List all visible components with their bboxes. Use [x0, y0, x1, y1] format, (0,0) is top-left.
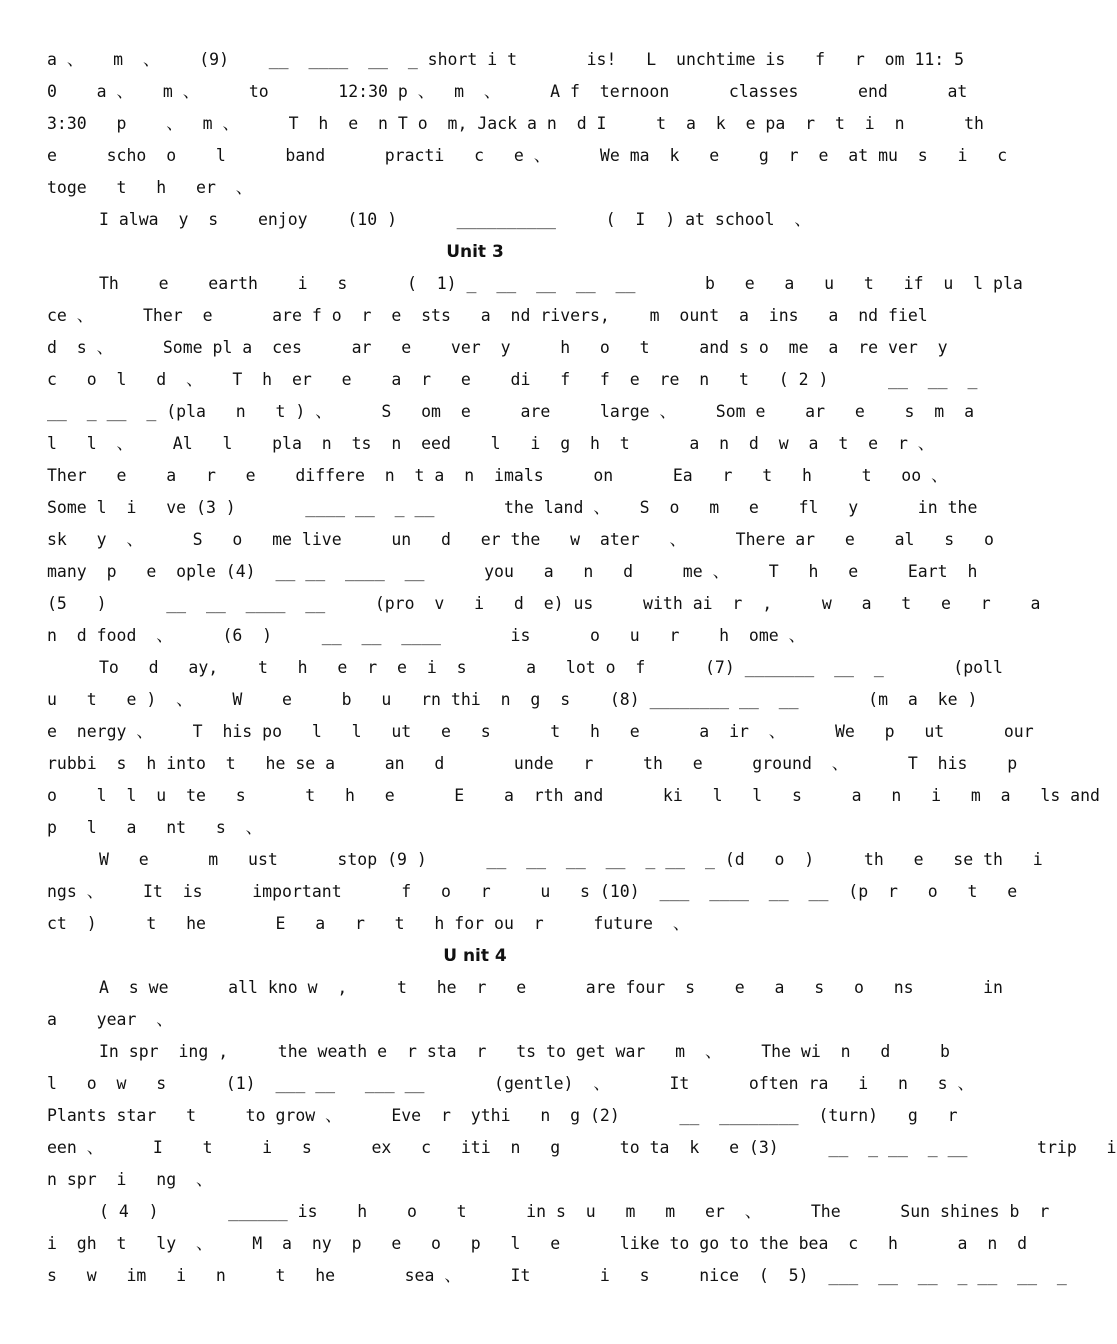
text-line: Plants star t to grow 、 Eve r ythi n g (2) __ ________ (turn) g r	[47, 1106, 958, 1125]
text-line: Th e earth i s ( 1) _ __ __ __ __ b e a u t if u l pla	[99, 274, 1023, 293]
worksheet-page	[47, 44, 1117, 1292]
text-line: o l l u te s t h e E a rth and ki l l s a n i m a ls and	[47, 786, 1100, 805]
text-line: W e m ust stop (9 ) __ __ __ __ _ __ _ (d o ) th e se th i	[99, 850, 1043, 869]
text-line: To d ay, t h e r e i s a lot o f (7) _______ __ _ (poll	[99, 658, 1003, 677]
text-line: s w im i n t he sea 、 It i s nice ( 5) ___ __ __ _ __ __ _	[47, 1266, 1067, 1285]
text-line: c o l d 、 T h er e a r e di f f e re n t ( 2 ) __ __ _	[47, 370, 978, 389]
text-line: n spr i ng 、	[47, 1170, 213, 1189]
text-line: ( 4 ) ______ is h o t in s u m m er 、 The Sun shines b r	[99, 1202, 1050, 1221]
text-line: I alwa y s enjoy (10 ) __________ ( I ) at school 、	[99, 210, 811, 229]
text-line: ce 、 Ther e are f o r e sts a nd rivers, m ount a ins a nd fiel	[47, 306, 928, 325]
text-line: (5 ) __ __ ____ __ (pro v i d e) us with ai r , w a t e r a	[47, 594, 1041, 613]
text-line: many p e ople (4) __ __ ____ __ you a n d me 、 T h e Eart h	[47, 562, 978, 581]
text-line: d s 、 Some pl a ces ar e ver y h o t and s o me a re ver y	[47, 338, 948, 357]
text-line: In spr ing , the weath e r sta r ts to get war m 、 The wi n d b	[99, 1042, 950, 1061]
text-line: l o w s (1) ___ __ ___ __ (gentle) 、 It often ra i n s 、	[47, 1074, 975, 1093]
text-line: e nergy 、 T his po l l ut e s t h e a ir 、 We p ut our	[47, 722, 1034, 741]
text-line: e scho o l band practi c e 、 We ma k e g r e at mu s i c	[47, 146, 1008, 165]
text-line: 0 a 、 m 、 to 12:30 p 、 m 、 A f ternoon classes end at	[47, 82, 968, 101]
text-line: l l 、 Al l pla n ts n eed l i g h t a n d w a t e r 、	[47, 434, 935, 453]
text-line: n d food 、 (6 ) __ __ ____ is o u r h ome 、	[47, 626, 806, 645]
text-line: u t e ) 、 W e b u rn thi n g s (8) ________ __ __ (m a ke )	[47, 690, 978, 709]
unit-3-heading: Unit 3	[446, 242, 504, 262]
text-line: ngs 、 It is important f o r u s (10) ___ ____ __ __ (p r o t e	[47, 882, 1018, 901]
text-line: i gh t ly 、 M a ny p e o p l e like to go to the bea c h a n d	[47, 1234, 1028, 1253]
text-line: Ther e a r e differe n t a n imals on Ea r t h t oo 、	[47, 466, 948, 485]
text-line: ct ) t he E a r t h for ou r future 、	[47, 914, 690, 933]
text-line: __ _ __ _ (pla n t ) 、 S om e are large 、 Som e ar e s m a	[47, 402, 975, 421]
text-line: a year 、	[47, 1010, 173, 1029]
text-line: rubbi s h into t he se a an d unde r th e ground 、 T his p	[47, 754, 1018, 773]
text-line: Some l i ve (3 ) ____ __ _ __ the land 、 S o m e fl y in the	[47, 498, 978, 517]
text-line: p l a nt s 、	[47, 818, 263, 837]
text-line: een 、 I t i s ex c iti n g to ta k e (3) __ _ __ _ __ trip i	[47, 1138, 1117, 1157]
text-line: sk y 、 S o me live un d er the w ater 、 There ar e al s o	[47, 530, 994, 549]
text-line: toge t h er 、	[47, 178, 253, 197]
text-line: 3:30 p 、 m 、 T h e n T o m, Jack a n d I t a k e pa r t i n th	[47, 114, 984, 133]
text-line: a 、 m 、 (9) __ ____ __ _ short i t is! L unchtime is f r om 11: 5	[47, 50, 965, 69]
text-line: A s we all kno w , t he r e are four s e a s o ns in	[99, 978, 1003, 997]
unit-4-heading: U nit 4	[443, 946, 507, 966]
